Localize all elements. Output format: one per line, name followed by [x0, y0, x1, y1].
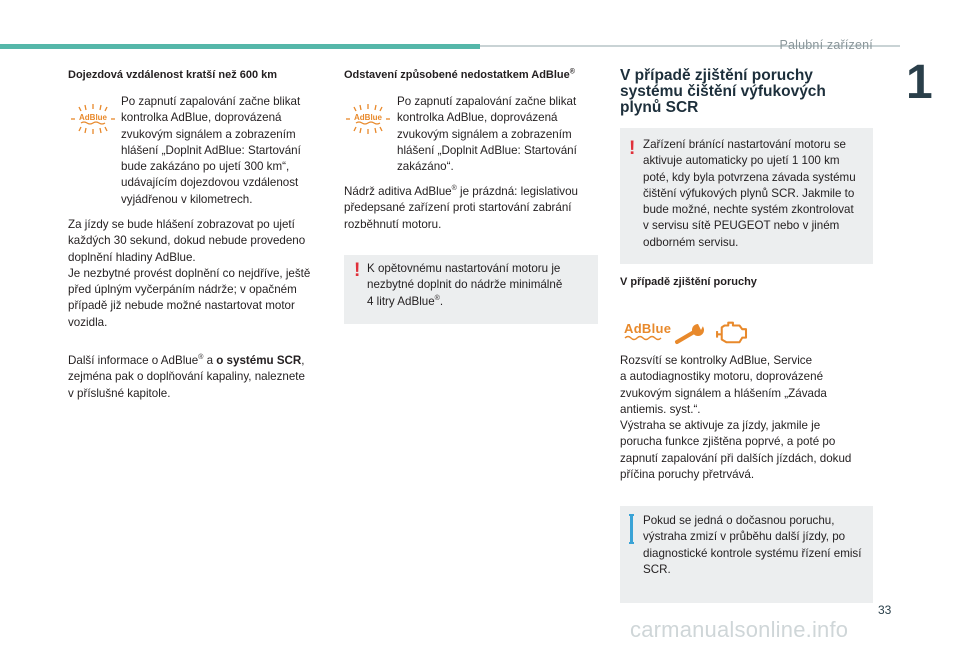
adblue-warning-icon [345, 104, 391, 134]
text-line: odborném servisu. [643, 235, 739, 249]
right-subheading: V případě zjištění poruchy [620, 276, 757, 288]
text-line: Za jízdy se bude hlášení zobrazovat po ujetí [68, 218, 295, 231]
warning-exclamation-icon: ! [354, 260, 361, 281]
text-line: čištění výfukových plynů SCR. Jakmile to [643, 186, 855, 200]
text-line: a autodiagnostiky motoru, doprovázené [620, 370, 824, 384]
text-line: nezbytné doplnit do nádrže minimálně [367, 278, 563, 292]
left-paragraph-1 [68, 217, 338, 331]
text-line: rozběhnutí motoru. [344, 217, 442, 231]
right-info-box [620, 506, 873, 603]
text-run: . [439, 294, 444, 308]
registered-mark: ® [569, 68, 575, 76]
text-run: 4 litry AdBlue [367, 294, 435, 308]
text-line: v servisu sítě PEUGEOT nebo v jiném [643, 219, 840, 233]
heading-line: plynů SCR [620, 99, 699, 116]
text-line: předepsané zařízení proti startování zabrání [344, 201, 572, 215]
text-line: vozidla. [68, 315, 108, 329]
info-marker-icon [630, 514, 633, 544]
text-run: , [301, 354, 305, 367]
text-line: každých 30 sekund, dokud nebude provedeno [68, 234, 306, 248]
info-box-text [643, 513, 869, 578]
engine-check-icon [714, 318, 750, 346]
text-run: a [203, 354, 217, 367]
chapter-number: 1 [906, 56, 933, 109]
text-line: Výstraha se aktivuje za jízdy, jakmile je [620, 419, 821, 433]
right-paragraph [620, 353, 875, 483]
text-line: zakázáno“. [397, 160, 454, 174]
text-line: Je nezbytné provést doplnění co nejdříve, ještě [68, 266, 311, 280]
text-line: poté, kdy byla potvrzena závada systému [643, 170, 856, 184]
scr-reference: o systému SCR [216, 354, 302, 367]
text-line [367, 294, 592, 310]
text-line: aktivuje automaticky po ujetí 1 100 km [643, 154, 840, 168]
text-line: doplnění hladiny AdBlue. [68, 250, 196, 264]
middle-paragraph [344, 184, 604, 233]
middle-warning-box [344, 255, 598, 324]
text-line: K opětovnému nastartování motoru je [367, 262, 561, 275]
text-line: zejména pak o doplňování kapaliny, naleznete [68, 370, 305, 384]
text-run: Další informace o AdBlue [68, 354, 199, 367]
left-paragraph-2 [68, 353, 343, 402]
footer-watermark: carmanualsonline.info [630, 617, 849, 642]
service-wrench-icon [674, 320, 708, 348]
text-line: Pokud se jedná o dočasnou poruchu, [643, 514, 835, 527]
text-line: v příslušné kapitole. [68, 386, 171, 400]
middle-warning-text [397, 94, 607, 175]
adblue-warning-icon [70, 104, 116, 134]
right-heading [620, 68, 870, 116]
text-line: před úplným vyčerpáním nádrže; v opačném [68, 283, 297, 297]
text-line: vyjádřenou v kilometrech. [121, 192, 253, 206]
text-line: hlášení „Doplnit AdBlue: Startování [397, 143, 577, 157]
text-line: kontrolka AdBlue, doprovázená [397, 111, 558, 125]
text-line: kontrolka AdBlue, doprovázená [121, 111, 282, 125]
text-line: bude možné, nechte systém zkontrolovat [643, 203, 854, 217]
text-line: bude zakázáno po ujetí 300 km“, [121, 160, 290, 174]
left-warning-text [121, 94, 331, 208]
text-line: Zařízení bránící nastartování motoru se [643, 138, 846, 151]
text-line: Po zapnutí zapalování začne blikat [397, 95, 577, 108]
warning-box-text [367, 261, 592, 310]
text-line: SCR. [643, 562, 671, 576]
text-line: případě již nebude možné nastartovat motor [68, 299, 295, 313]
text-run: Nádrž aditiva AdBlue [344, 185, 452, 198]
text-line: diagnostické kontrole systému řízení emisí [643, 546, 862, 560]
text-line: Rozsvítí se kontrolky AdBlue, Service [620, 354, 813, 367]
section-title: Palubní zařízení [779, 38, 873, 52]
adblue-telltale-label: AdBlue [624, 321, 672, 336]
text-line: hlášení „Doplnit AdBlue: Startování [121, 143, 301, 157]
text-line: Po zapnutí zapalování začne blikat [121, 95, 301, 108]
left-heading: Dojezdová vzdálenost kratší než 600 km [68, 69, 278, 81]
text-line [68, 353, 343, 369]
svg-text:AdBlue: AdBlue [354, 113, 382, 122]
text-run: je prázdná: legislativou [456, 185, 578, 198]
text-line: udávajícím dojezdovou vzdálenost [121, 176, 299, 190]
text-line: antiemis. syst.“. [620, 402, 701, 416]
registered-mark: ® [198, 354, 204, 362]
warning-box-text [643, 137, 869, 251]
heading-line: systému čištění výfukových [620, 83, 826, 100]
svg-text:AdBlue: AdBlue [79, 113, 107, 122]
adblue-telltale-icon [624, 321, 671, 341]
text-line: porucha funkce zjištěna poprvé, a poté po [620, 435, 836, 449]
text-run: Odstavení způsobené nedostatkem AdBlue [344, 69, 570, 81]
text-line: zvukovým signálem a zobrazením [397, 127, 572, 141]
middle-heading [344, 69, 575, 81]
text-line [344, 184, 604, 200]
right-warning-box [620, 128, 873, 264]
warning-exclamation-icon: ! [629, 138, 636, 159]
heading-line: V případě zjištění poruchy [620, 67, 813, 84]
text-line: zvukovým signálem a zobrazením [121, 127, 296, 141]
text-line: zvukovým signálem a hlášením „Závada [620, 386, 827, 400]
header-accent-bar [0, 44, 480, 49]
text-line: zapnutí zapalování při dalších jízdách, dokud [620, 451, 852, 465]
text-line: výstraha zmizí v průběhu další jízdy, po [643, 530, 846, 544]
registered-mark: ® [434, 294, 440, 302]
page-number: 33 [878, 603, 892, 617]
text-line: příčina poruchy přetrvává. [620, 468, 755, 482]
registered-mark: ® [451, 185, 457, 193]
